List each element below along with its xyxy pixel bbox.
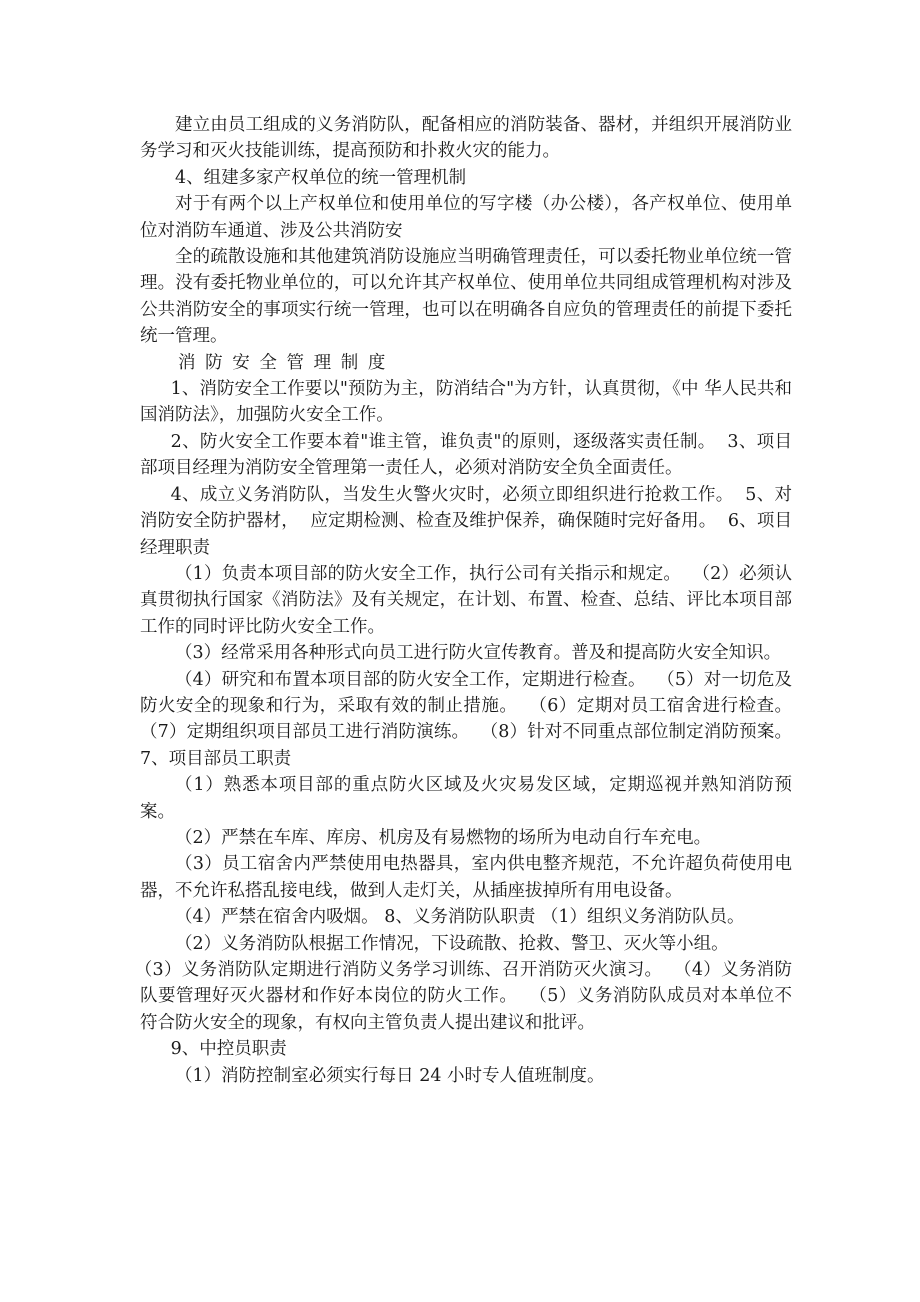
paragraph-manager-duty-1-2: （1）负责本项目部的防火安全工作，执行公司有关指示和规定。 （2）必须认真贯彻执行国家《消防法》及有关规定，在计划、布置、检查、总结、评比本项目部工作的同时评比防火安全工作。	[140, 563, 792, 637]
paragraph-staff-duty-2: （2）严禁在车库、库房、机房及有易燃物的场所为电动自行车充电。	[175, 827, 712, 848]
paragraph-rule-4-6: 4、成立义务消防队，当发生火警火灾时，必须立即组织进行抢救工作。 5、对消防安全防护器材， 应定期检测、检查及维护保养，确保随时完好备用。 6、项目经理职责	[140, 484, 792, 558]
paragraph-team-duty-3-5: （3）义务消防队定期进行消防义务学习训练、召开消防灭火演习。 （4）义务消防队要管理好灭火器材和作好本岗位的防火工作。 （5）义务消防队成员对本单位不符合防火安全的现象，有权向主管负责人提出建议和批评。	[134, 960, 792, 1033]
document-title: 消防安全管理制度	[178, 352, 395, 373]
paragraph-staff-duty-3: （3）员工宿舍内严禁使用电热器具，室内供电整齐规范，不允许超负荷使用电器，不允许私搭乱接电线，做到人走灯关，从插座拔掉所有用电设备。	[140, 854, 792, 901]
paragraph-rule-2-3: 2、防火安全工作要本着"谁主管，谁负责"的原则，逐级落实责任制。 3、项目部项目经理为消防安全管理第一责任人，必须对消防安全负全面责任。	[140, 431, 792, 479]
paragraph-unified-management: 全的疏散设施和其他建筑消防设施应当明确管理责任，可以委托物业单位统一管理。没有委托物业单位的，可以允许其产权单位、使用单位共同组成管理机构对涉及公共消防安全的事项实行统一管理，也可以在明确各自应负的管理责任的前提下委托统一管理。	[140, 247, 792, 347]
paragraph-team-duty-2: （2）义务消防队根据工作情况，下设疏散、抢救、警卫、灭火等小组。	[175, 933, 729, 954]
section-heading-9: 9、中控员职责	[170, 1039, 287, 1060]
paragraph-multi-owner: 对于有两个以上产权单位和使用单位的写字楼（办公楼），各产权单位、使用单位对消防车通道、涉及公共消防安	[140, 194, 792, 241]
paragraph-manager-duty-3: （3）经常采用各种形式向员工进行防火宣传教育。普及和提高防火安全知识。	[175, 643, 782, 664]
paragraph-manager-duty-4-8: （4）研究和布置本项目部的防火安全工作，定期进行检查。 （5）对一切危及防火安全的现象和行为，采取有效的制止措施。 （6）定期对员工宿舍进行检查。 （7）定期组织项目部员工进行消防演练。 （8）针对不同重点部位制定消防预案。 7、项目部员工职责	[140, 669, 798, 769]
paragraph-staff-duty-4: （4）严禁在宿舍内吸烟。 8、义务消防队职责 （1）组织义务消防队员。	[175, 907, 745, 928]
section-heading-4: 4、组建多家产权单位的统一管理机制	[175, 167, 467, 188]
paragraph-control-duty-1: （1）消防控制室必须实行每日 24 小时专人值班制度。	[175, 1065, 605, 1086]
paragraph-rule-1: 1、消防安全工作要以"预防为主，防消结合"为方针，认真贯彻，《中 华人民共和国消防法》，加强防火安全工作。	[140, 379, 792, 426]
paragraph-volunteer-team: 建立由员工组成的义务消防队，配备相应的消防装备、器材，并组织开展消防业务学习和灭火技能训练，提高预防和扑救火灾的能力。	[140, 115, 792, 162]
paragraph-staff-duty-1: （1）熟悉本项目部的重点防火区域及火灾易发区域，定期巡视并熟知消防预案。	[140, 775, 792, 822]
document-page	[134, 112, 798, 1089]
